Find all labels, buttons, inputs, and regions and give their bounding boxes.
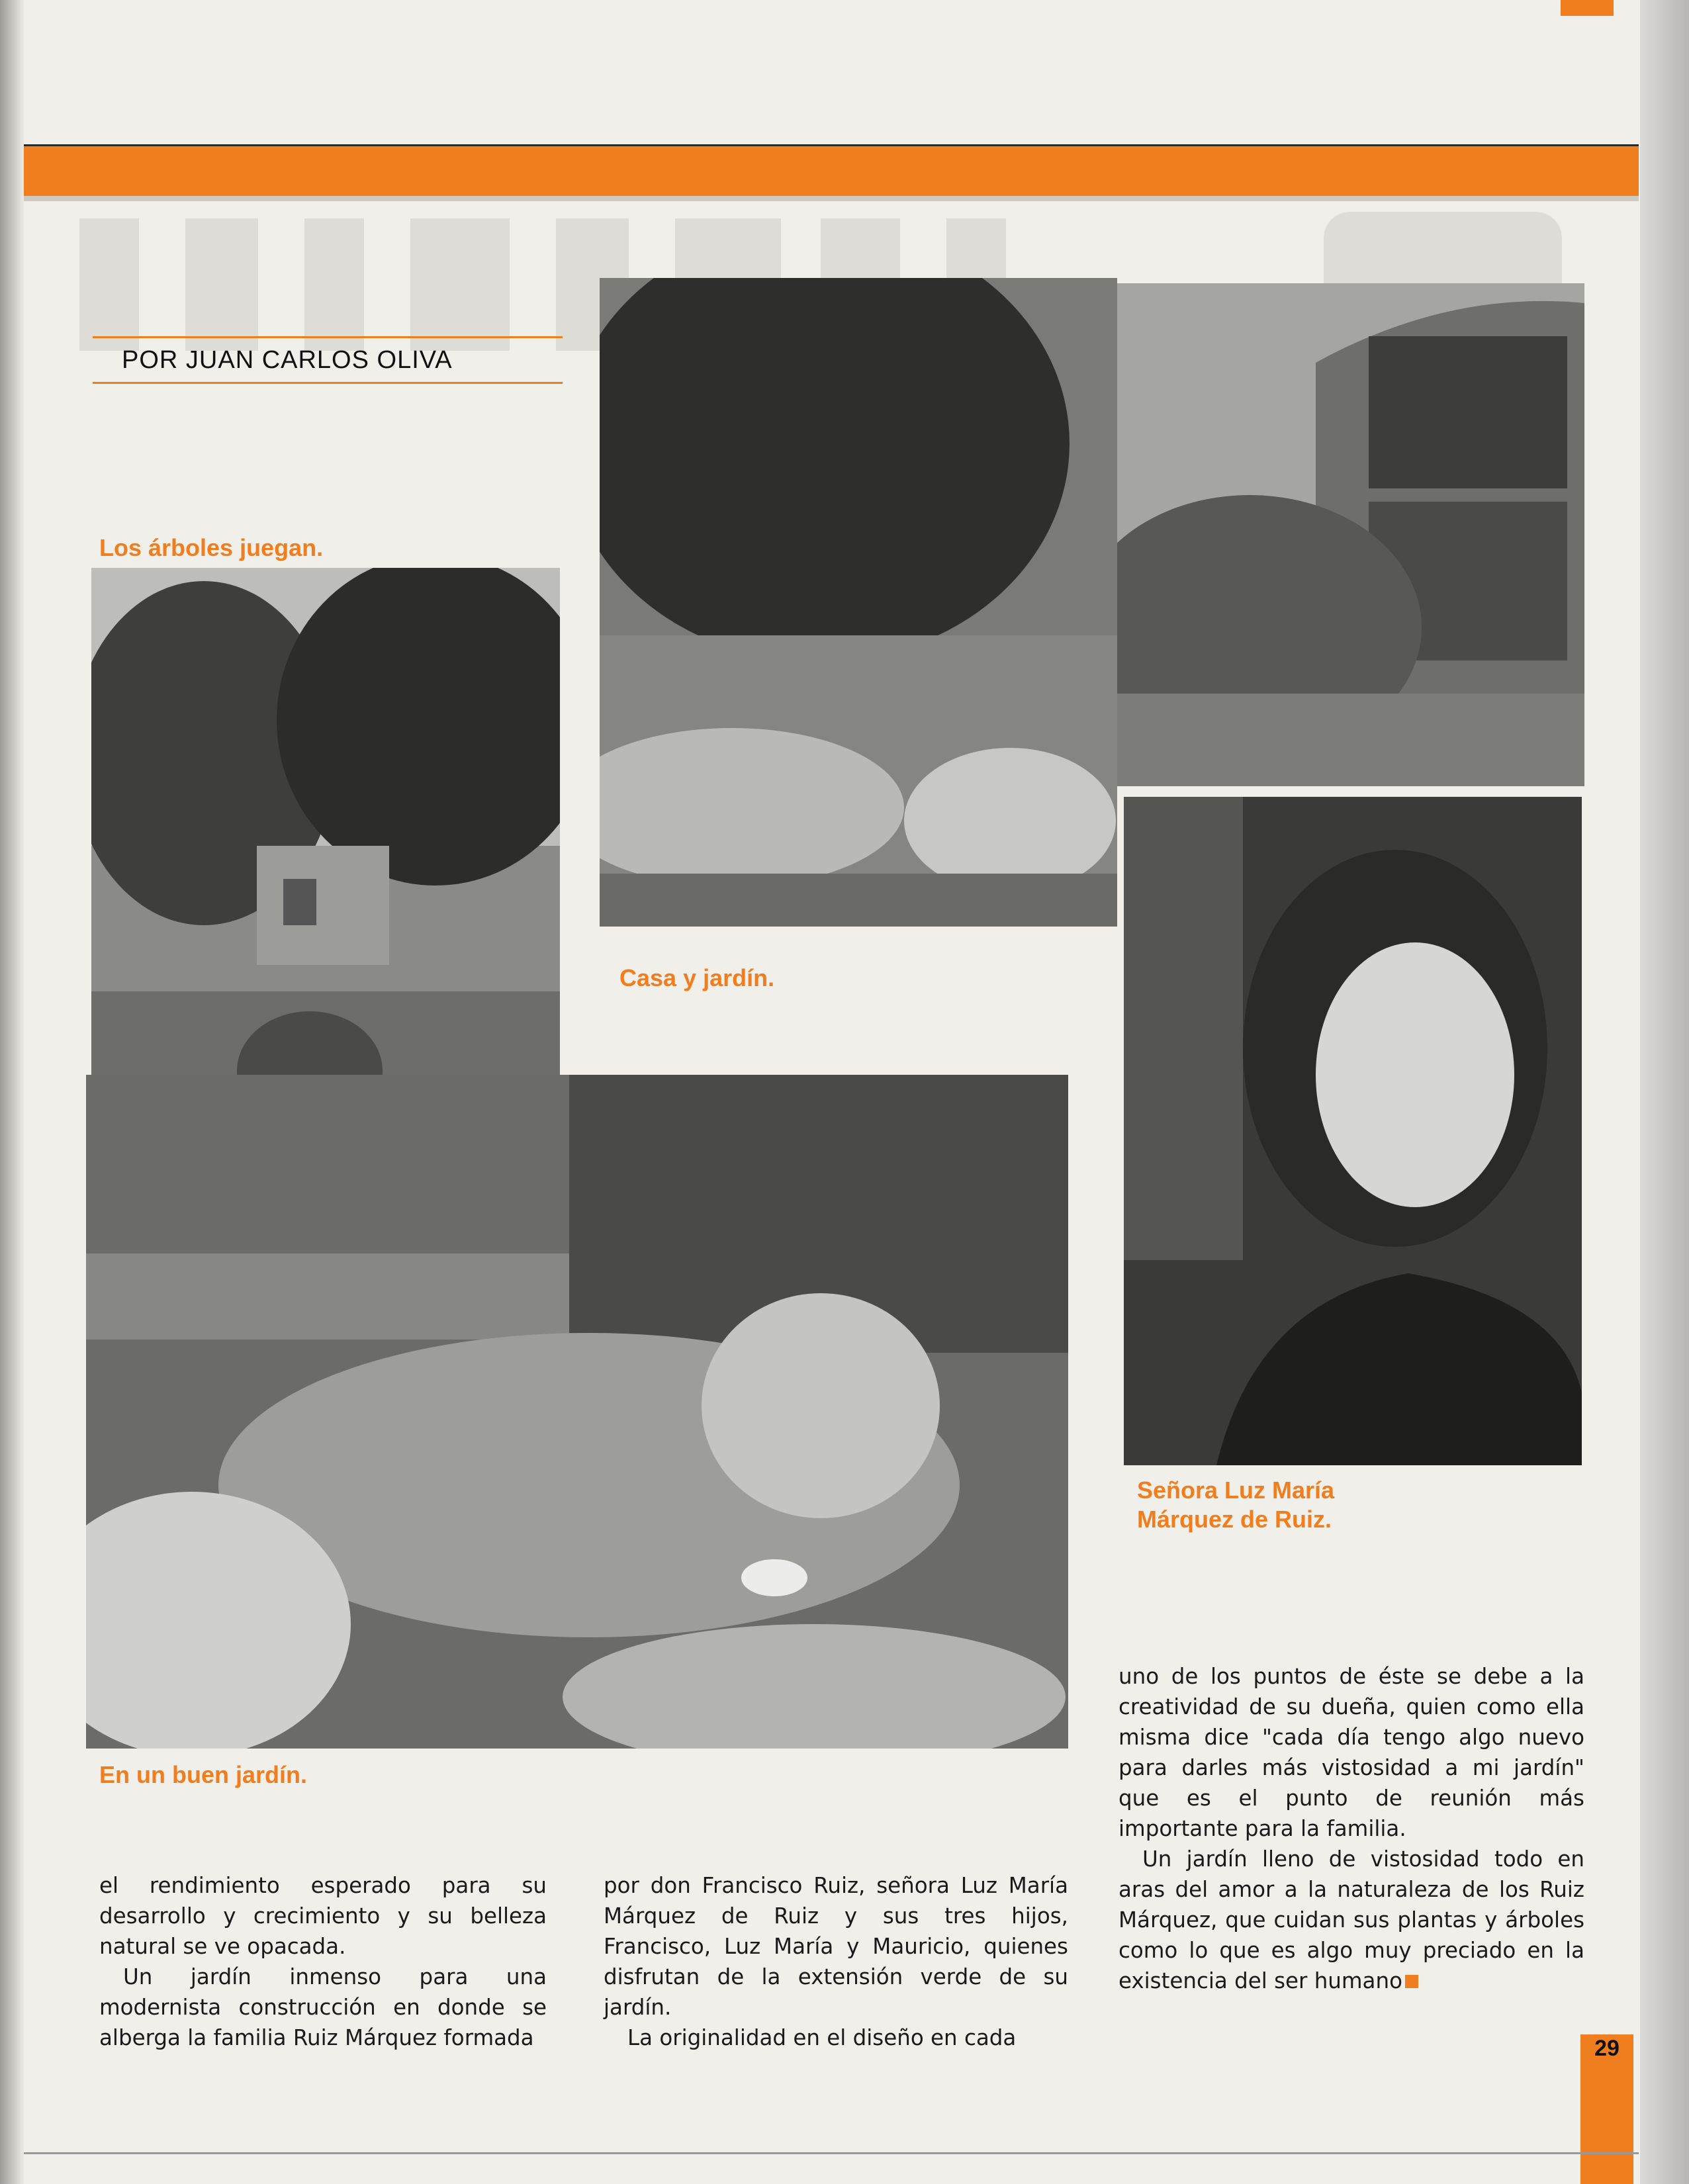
photo-pond [86, 1075, 1068, 1749]
pond-icon [86, 1075, 1068, 1749]
text-column-left [99, 1870, 547, 2053]
house-icon [1117, 283, 1584, 786]
paragraph: el rendimiento esperado para su desarrollo y crecimiento y su belleza natural se ve opacada. [99, 1873, 547, 1959]
photo-portrait [1124, 797, 1582, 1465]
paragraph-last [1118, 1844, 1584, 1996]
byline [93, 336, 563, 384]
photo-house-garden [600, 278, 1117, 927]
paragraph: La originalidad en el diseño en cada [627, 2025, 1017, 2050]
portrait-icon [1124, 797, 1582, 1465]
caption-good-garden: En un buen jardín. [99, 1761, 307, 1788]
garden-icon [600, 278, 1117, 927]
paragraph-last-text: Un jardín lleno de vistosidad todo en aras del amor a la naturaleza de los Ruiz Márquez, que cuidan sus plantas y árboles como lo que es algo muy preciado en la existencia del ser humano [1118, 1846, 1584, 1993]
page-right-edge [1640, 0, 1689, 2184]
top-orange-tab [1561, 0, 1614, 16]
caption-trees: Los árboles juegan. [99, 534, 324, 561]
text-column-middle [604, 1870, 1068, 2053]
caption-portrait-line1: Señora Luz María [1137, 1477, 1335, 1504]
paragraph: Un jardín inmenso para una modernista construcción en donde se alberga la familia Ruiz Márquez formada [99, 1964, 547, 2050]
caption-portrait-line2: Márquez de Ruiz. [1137, 1506, 1332, 1533]
header-orange-band [24, 144, 1639, 199]
bottom-rule [24, 2152, 1639, 2154]
paragraph: por don Francisco Ruiz, señora Luz María Márquez de Ruiz y sus tres hijos, Francisco, Luz María y Mauricio, quienes disfrutan de la extensión verde de su jardín. [604, 1873, 1068, 2020]
byline-text: POR JUAN CARLOS OLIVA [122, 346, 453, 374]
caption-house-garden: Casa y jardín. [619, 964, 775, 991]
page-left-edge [0, 0, 24, 2184]
page-number: 29 [1594, 2036, 1620, 2061]
text-column-right [1118, 1661, 1584, 1996]
photo-house-exterior [1117, 283, 1584, 786]
end-mark-square [1405, 1975, 1418, 1988]
paragraph: uno de los puntos de éste se debe a la creatividad de su dueña, quien como ella misma dice "cada día tengo algo nuevo para darles más vistosidad a mi jardín" que es el punto de reunión más importante para la familia. [1118, 1664, 1584, 1841]
